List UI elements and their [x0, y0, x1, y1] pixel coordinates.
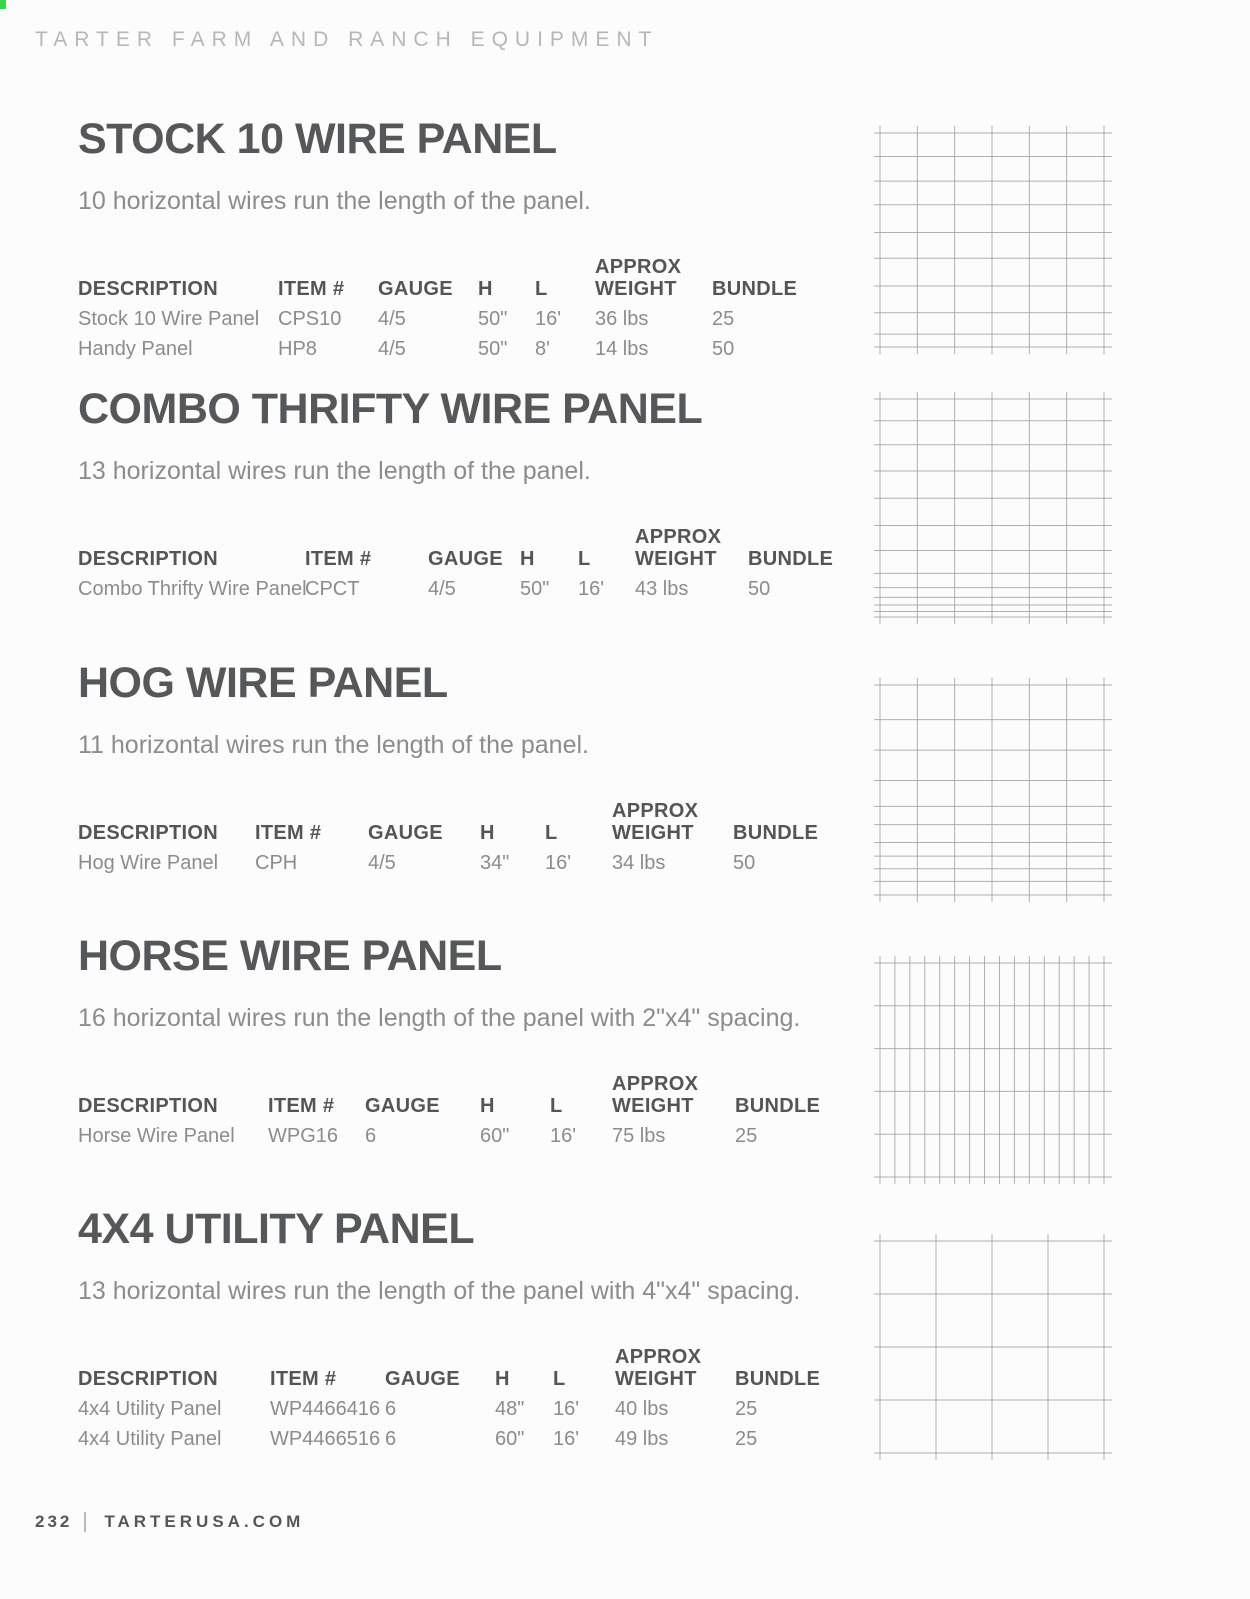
- table-cell: 16': [553, 1398, 580, 1420]
- column-header: ITEM #: [278, 278, 345, 300]
- stock-10-wire-panel-illustration: [874, 126, 1112, 354]
- horse-wire-panel-grid: [874, 956, 1112, 1184]
- table-cell: 14 lbs: [595, 338, 649, 360]
- section-title: HORSE WIRE PANEL: [78, 932, 502, 980]
- table-cell: Handy Panel: [78, 338, 193, 360]
- table-header-row: [78, 520, 878, 570]
- column-header: H: [478, 278, 493, 300]
- column-header: APPROX WEIGHT: [635, 526, 722, 570]
- column-header: H: [480, 1095, 495, 1117]
- stock-10-wire-panel-grid: [874, 126, 1112, 354]
- column-header: DESCRIPTION: [78, 822, 218, 844]
- column-header: APPROX WEIGHT: [612, 1073, 699, 1117]
- table-header-row: [78, 1340, 878, 1390]
- column-header: L: [553, 1368, 566, 1390]
- column-header: H: [495, 1368, 510, 1390]
- table-cell: 34 lbs: [612, 852, 666, 874]
- 4x4-utility-panel-grid: [874, 1234, 1112, 1460]
- section-subtitle: 13 horizontal wires run the length of the panel.: [78, 457, 591, 485]
- section-subtitle: 11 horizontal wires run the length of the panel.: [78, 731, 589, 759]
- column-header: BUNDLE: [733, 822, 819, 844]
- page-header: TARTER FARM AND RANCH EQUIPMENT: [35, 28, 659, 51]
- column-header: DESCRIPTION: [78, 1368, 218, 1390]
- table-cell: 50": [478, 338, 508, 360]
- section-title: COMBO THRIFTY WIRE PANEL: [78, 385, 703, 433]
- 4x4-utility-spec-table: [78, 1340, 878, 1450]
- table-cell: 4/5: [428, 578, 456, 600]
- table-cell: 8': [535, 338, 550, 360]
- table-cell: CPH: [255, 852, 298, 874]
- table-cell: 4/5: [378, 338, 406, 360]
- column-header: L: [545, 822, 558, 844]
- horse-wire-spec-table: [78, 1067, 878, 1147]
- table-cell: 16': [578, 578, 605, 600]
- hog-wire-panel-grid: [874, 678, 1112, 902]
- table-cell: 49 lbs: [615, 1428, 669, 1450]
- 4x4-utility-panel-illustration: [874, 1234, 1112, 1460]
- combo-thrifty-wire-panel-illustration: [874, 392, 1112, 624]
- column-header: H: [480, 822, 495, 844]
- column-header: BUNDLE: [712, 278, 798, 300]
- column-header: BUNDLE: [748, 548, 834, 570]
- table-row: [78, 852, 878, 874]
- column-header: DESCRIPTION: [78, 548, 218, 570]
- table-cell: Hog Wire Panel: [78, 852, 219, 874]
- table-cell: 6: [365, 1125, 377, 1147]
- hog-wire-panel-illustration: [874, 678, 1112, 902]
- combo-thrifty-spec-table: [78, 520, 878, 600]
- table-cell: WP4466516: [270, 1428, 381, 1450]
- screen-artifact: [0, 0, 6, 9]
- table-cell: 4/5: [368, 852, 396, 874]
- column-header: DESCRIPTION: [78, 1095, 218, 1117]
- column-header: GAUGE: [428, 548, 503, 570]
- table-row: [78, 338, 878, 360]
- section-title: HOG WIRE PANEL: [78, 659, 448, 707]
- table-header-row: [78, 794, 878, 844]
- table-cell: 50: [733, 852, 756, 874]
- table-cell: 60": [480, 1125, 510, 1147]
- table-cell: 48": [495, 1398, 525, 1420]
- column-header: GAUGE: [378, 278, 453, 300]
- table-cell: 75 lbs: [612, 1125, 666, 1147]
- column-header: ITEM #: [270, 1368, 337, 1390]
- section-subtitle: 13 horizontal wires run the length of the panel with 4"x4" spacing.: [78, 1277, 801, 1305]
- table-cell: Horse Wire Panel: [78, 1125, 235, 1147]
- page-footer: [35, 1512, 304, 1532]
- table-cell: 50: [712, 338, 735, 360]
- footer-divider: [84, 1512, 86, 1532]
- table-cell: CPS10: [278, 308, 342, 330]
- column-header: L: [535, 278, 548, 300]
- column-header: GAUGE: [368, 822, 443, 844]
- column-header: L: [550, 1095, 563, 1117]
- column-header: APPROX WEIGHT: [615, 1346, 702, 1390]
- hog-wire-spec-table: [78, 794, 878, 874]
- table-cell: 60": [495, 1428, 525, 1450]
- table-cell: 40 lbs: [615, 1398, 669, 1420]
- stock-10-spec-table: [78, 250, 878, 360]
- column-header: DESCRIPTION: [78, 278, 218, 300]
- table-row: [78, 1428, 878, 1450]
- column-header: GAUGE: [365, 1095, 440, 1117]
- table-cell: CPCT: [305, 578, 360, 600]
- table-cell: 50": [478, 308, 508, 330]
- table-cell: 43 lbs: [635, 578, 689, 600]
- column-header: GAUGE: [385, 1368, 460, 1390]
- horse-wire-panel-illustration: [874, 956, 1112, 1184]
- table-cell: 16': [535, 308, 562, 330]
- table-cell: 25: [712, 308, 735, 330]
- table-cell: 16': [545, 852, 572, 874]
- table-row: [78, 308, 878, 330]
- column-header: ITEM #: [268, 1095, 335, 1117]
- combo-thrifty-wire-panel-grid: [874, 392, 1112, 624]
- column-header: APPROX WEIGHT: [595, 256, 682, 300]
- column-header: L: [578, 548, 591, 570]
- section-title: 4X4 UTILITY PANEL: [78, 1205, 475, 1253]
- page-number: 232: [35, 1512, 73, 1531]
- column-header: ITEM #: [255, 822, 322, 844]
- section-title: STOCK 10 WIRE PANEL: [78, 115, 557, 163]
- table-row: [78, 1125, 878, 1147]
- table-cell: 25: [735, 1398, 758, 1420]
- table-cell: 36 lbs: [595, 308, 649, 330]
- table-row: [78, 1398, 878, 1420]
- table-row: [78, 578, 878, 600]
- table-cell: 25: [735, 1125, 758, 1147]
- section-subtitle: 10 horizontal wires run the length of the panel.: [78, 187, 591, 215]
- footer-website: TARTERUSA.COM: [104, 1512, 305, 1531]
- column-header: H: [520, 548, 535, 570]
- table-cell: Combo Thrifty Wire Panel: [78, 578, 307, 600]
- column-header: APPROX WEIGHT: [612, 800, 699, 844]
- column-header: BUNDLE: [735, 1368, 821, 1390]
- table-cell: 50": [520, 578, 550, 600]
- table-cell: 4x4 Utility Panel: [78, 1398, 222, 1420]
- table-cell: 6: [385, 1398, 397, 1420]
- table-cell: Stock 10 Wire Panel: [78, 308, 260, 330]
- column-header: ITEM #: [305, 548, 372, 570]
- table-cell: WP4466416: [270, 1398, 381, 1420]
- table-cell: 4/5: [378, 308, 406, 330]
- table-cell: 4x4 Utility Panel: [78, 1428, 222, 1450]
- table-cell: 16': [550, 1125, 577, 1147]
- table-cell: 6: [385, 1428, 397, 1450]
- table-cell: 25: [735, 1428, 758, 1450]
- table-header-row: [78, 1067, 878, 1117]
- table-cell: WPG16: [268, 1125, 339, 1147]
- section-subtitle: 16 horizontal wires run the length of the panel with 2"x4" spacing.: [78, 1004, 801, 1032]
- table-cell: HP8: [278, 338, 317, 360]
- table-cell: 50: [748, 578, 771, 600]
- table-cell: 34": [480, 852, 510, 874]
- column-header: BUNDLE: [735, 1095, 821, 1117]
- table-header-row: [78, 250, 878, 300]
- table-cell: 16': [553, 1428, 580, 1450]
